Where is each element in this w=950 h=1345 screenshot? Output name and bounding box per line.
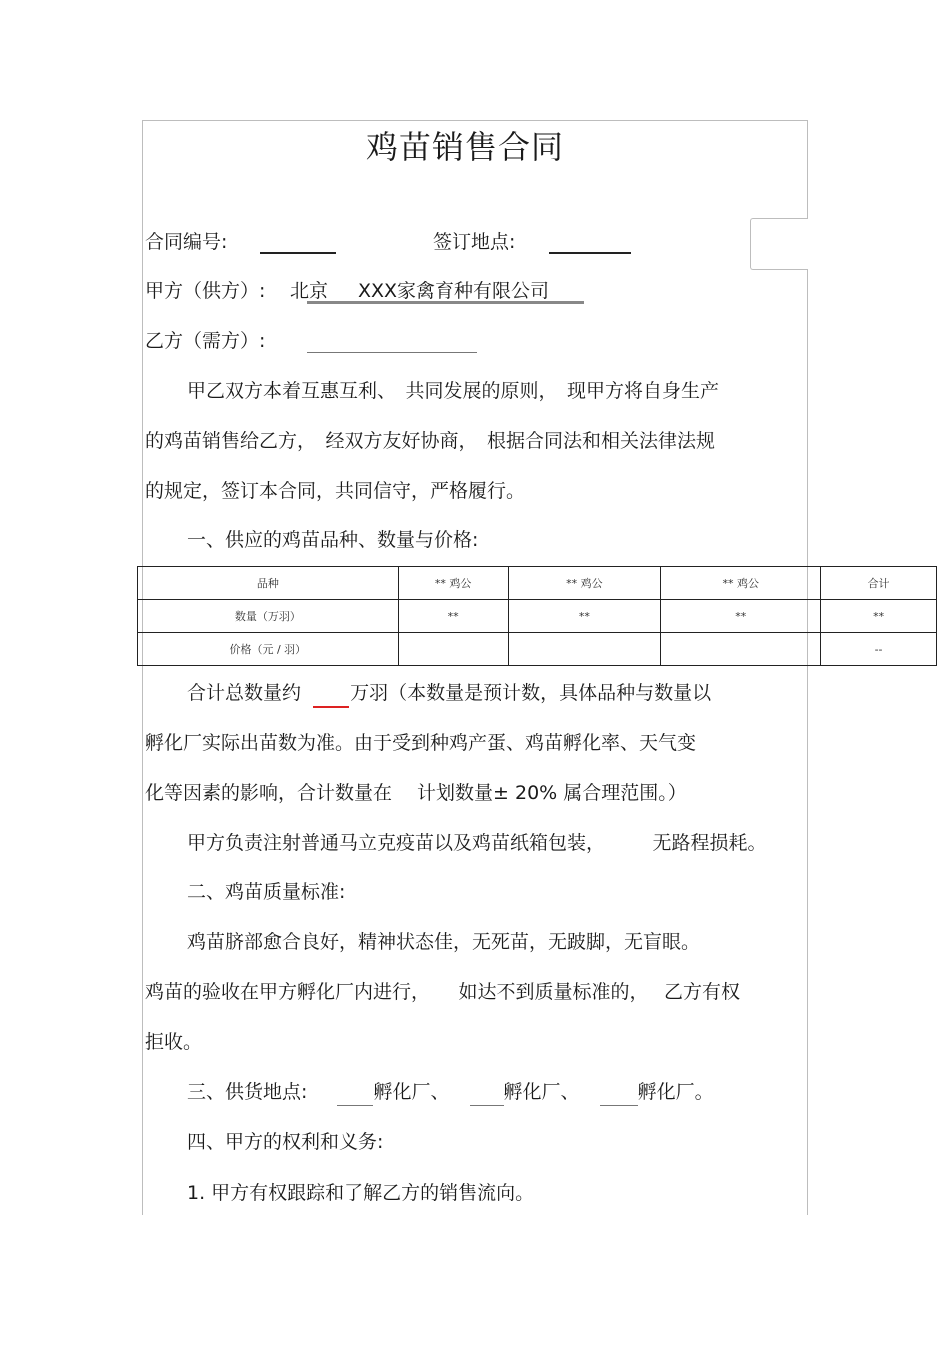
table-header-cell: ** 鸡公 xyxy=(398,567,508,600)
table-header-cell: 合计 xyxy=(821,567,937,600)
table-cell: ** xyxy=(661,600,821,633)
hatchery-field[interactable] xyxy=(337,1079,373,1106)
intro-paragraph-line: 甲乙双方本着互惠互利、 共同发展的原则， 现甲方将自身生产 xyxy=(187,380,720,402)
sign-place-field[interactable] xyxy=(549,252,631,254)
vaccine-line: 甲方负责注射普通马立克疫苗以及鸡苗纸箱包装， 无路程损耗。 xyxy=(187,832,767,854)
table-header-cell: 品种 xyxy=(138,567,399,600)
section-1-heading: 一、供应的鸡苗品种、数量与价格: xyxy=(187,529,479,551)
product-table xyxy=(137,566,937,666)
party-a-underline xyxy=(307,301,584,304)
party-b-field[interactable] xyxy=(307,352,477,353)
table-row xyxy=(138,600,937,633)
table-cell: ** xyxy=(508,600,661,633)
contract-number-line xyxy=(145,229,227,255)
quality-line: 拒收。 xyxy=(145,1031,203,1053)
table-cell xyxy=(398,633,508,666)
hatchery-text: 孵化厂。 xyxy=(637,1081,714,1103)
hatchery-text: 孵化厂、 xyxy=(373,1081,450,1103)
page-tab-notch xyxy=(750,218,808,270)
contract-number-field[interactable] xyxy=(260,252,336,254)
page-frame-left xyxy=(142,120,143,1215)
sign-place-line xyxy=(433,229,515,255)
table-header-cell: ** 鸡公 xyxy=(661,567,821,600)
party-a-label: 甲方（供方）: xyxy=(145,280,266,302)
table-cell: ** xyxy=(821,600,937,633)
section-4-heading: 四、甲方的权利和义务: xyxy=(187,1131,384,1153)
quality-line: 鸡苗的验收在甲方孵化厂内进行， 如达不到质量标准的， 乙方有权 xyxy=(145,981,741,1003)
contract-number-label: 合同编号: xyxy=(145,231,228,253)
intro-paragraph-line: 的鸡苗销售给乙方， 经双方友好协商， 根据合同法和相关法律法规 xyxy=(145,430,716,452)
table-header-cell: ** 鸡公 xyxy=(508,567,661,600)
document-title: 鸡苗销售合同 xyxy=(365,128,564,166)
table-cell: 价格（元 / 羽） xyxy=(138,633,399,666)
quantity-prefix: 合计总数量约 xyxy=(187,682,302,704)
total-quantity-field[interactable] xyxy=(313,680,349,708)
party-b-line xyxy=(145,328,265,354)
table-header-row xyxy=(138,567,937,600)
table-cell: ** xyxy=(398,600,508,633)
hatchery-field[interactable] xyxy=(470,1079,504,1106)
intro-paragraph-line: 的规定，签订本合同，共同信守，严格履行。 xyxy=(145,480,526,502)
section-3-label: 三、供货地点: xyxy=(187,1081,308,1103)
table-cell: 数量（万羽） xyxy=(138,600,399,633)
table-cell xyxy=(508,633,661,666)
page-frame-top xyxy=(142,120,808,121)
party-a-line xyxy=(145,278,265,304)
table-cell xyxy=(661,633,821,666)
quality-line: 鸡苗脐部愈合良好，精神状态佳，无死苗，无跛脚，无盲眼。 xyxy=(187,931,701,953)
party-b-label: 乙方（需方）: xyxy=(145,330,266,352)
hatchery-field[interactable] xyxy=(600,1079,638,1106)
section-4-item: 1. 甲方有权跟踪和了解乙方的销售流向。 xyxy=(187,1182,535,1204)
page-frame-right xyxy=(807,268,808,1215)
quantity-suffix: 万羽（本数量是预计数，具体品种与数量以 xyxy=(350,682,712,704)
section-2-heading: 二、鸡苗质量标准: xyxy=(187,881,346,903)
table-cell: -- xyxy=(821,633,937,666)
table-row xyxy=(138,633,937,666)
quantity-line: 孵化厂实际出苗数为准。由于受到种鸡产蛋、鸡苗孵化率、天气变 xyxy=(145,732,697,754)
party-a-city: 北京 xyxy=(290,280,329,302)
hatchery-text: 孵化厂、 xyxy=(503,1081,580,1103)
sign-place-label: 签订地点: xyxy=(433,231,516,253)
quantity-line: 化等因素的影响，合计数量在 计划数量± 20% 属合理范围。） xyxy=(145,782,687,804)
quantity-line xyxy=(187,680,711,708)
party-a-company: XXX家禽育种有限公司 xyxy=(358,280,550,302)
section-3-line xyxy=(187,1079,714,1106)
